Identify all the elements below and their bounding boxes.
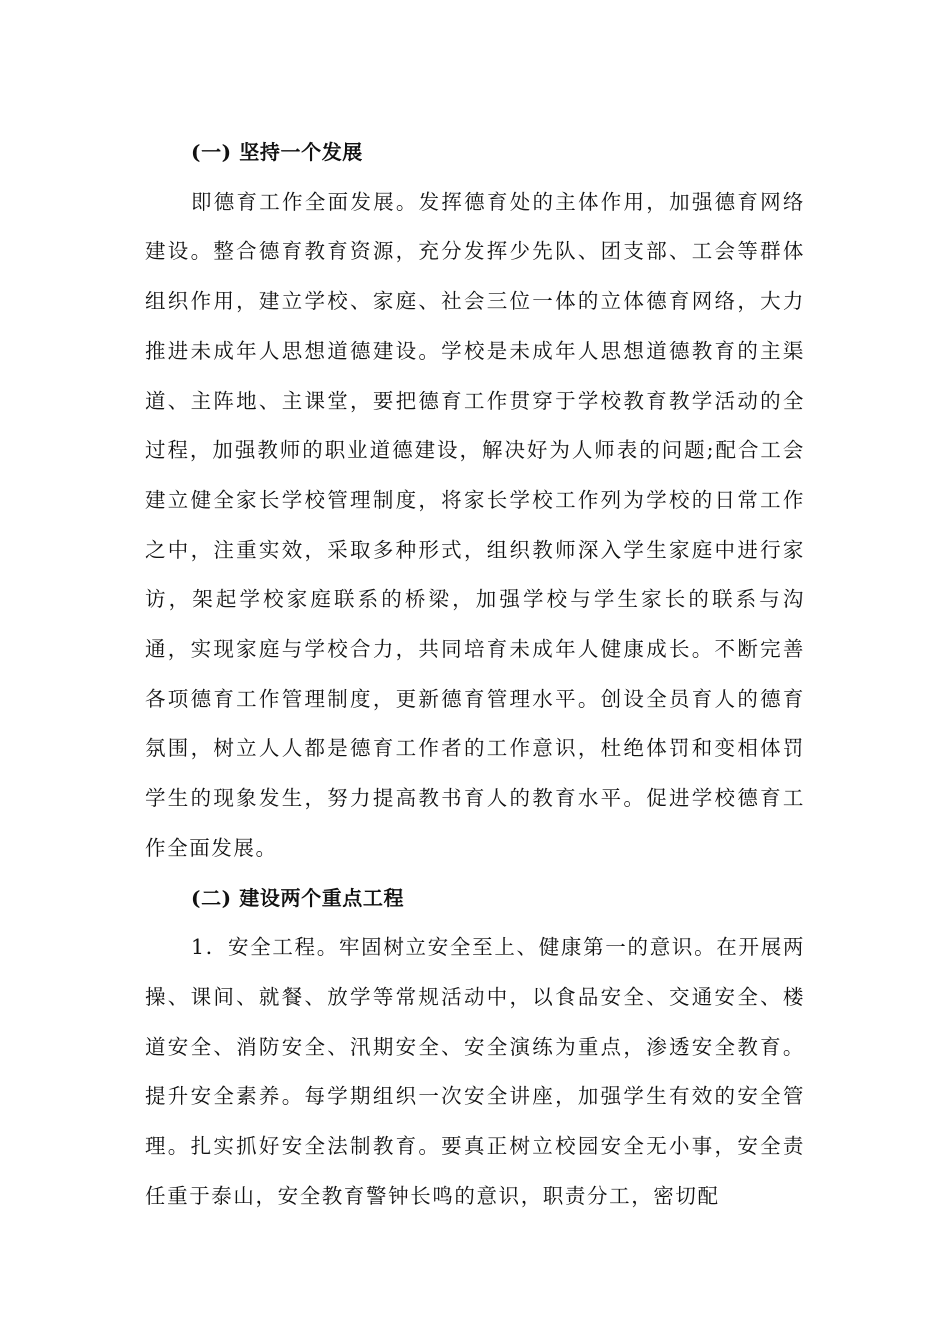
section-paragraph-2: 1．安全工程。牢固树立安全至上、健康第一的意识。在开展两操、课间、就餐、放学等常规活动中，以食品安全、交通安全、楼道安全、消防安全、汛期安全、安全演练为重点，渗透安全教育。提升安全素养。每学期组织一次安全讲座，加强学生有效的安全管理。扎实抓好安全法制教育。要真正树立校园安全无小事，安全责任重于泰山，安全教育警钟长鸣的意识，职责分工，密切配 — [145, 935, 805, 1208]
section-paragraph-1: 即德育工作全面发展。发挥德育处的主体作用，加强德育网络建设。整合德育教育资源，充分发挥少先队、团支部、工会等群体组织作用，建立学校、家庭、社会三位一体的立体德育网络，大力推进未成年人思想道德建设。学校是未成年人思想道德教育的主渠道、主阵地、主课堂，要把德育工作贯穿于学校教育教学活动的全过程，加强教师的职业道德建设，解决好为人师表的问题;配合工会建立健全家长学校管理制度，将家长学校工作列为学校的日常工作之中，注重实效，采取多种形式，组织教师深入学生家庭中进行家访，架起学校家庭联系的桥梁，加强学校与学生家长的联系与沟通，实现家庭与学校合力，共同培育未成年人健康成长。不断完善各项德育工作管理制度，更新德育管理水平。创设全员育人的德育氛围，树立人人都是德育工作者的工作意识，杜绝体罚和变相体罚学生的现象发生，努力提高教书育人的教育水平。促进学校德育工作全面发展。 — [145, 189, 805, 860]
section-heading-2: (二) 建设两个重点工程 — [191, 885, 405, 910]
document-body — [145, 128, 805, 1221]
section-heading-1: (一) 坚持一个发展 — [191, 140, 363, 164]
